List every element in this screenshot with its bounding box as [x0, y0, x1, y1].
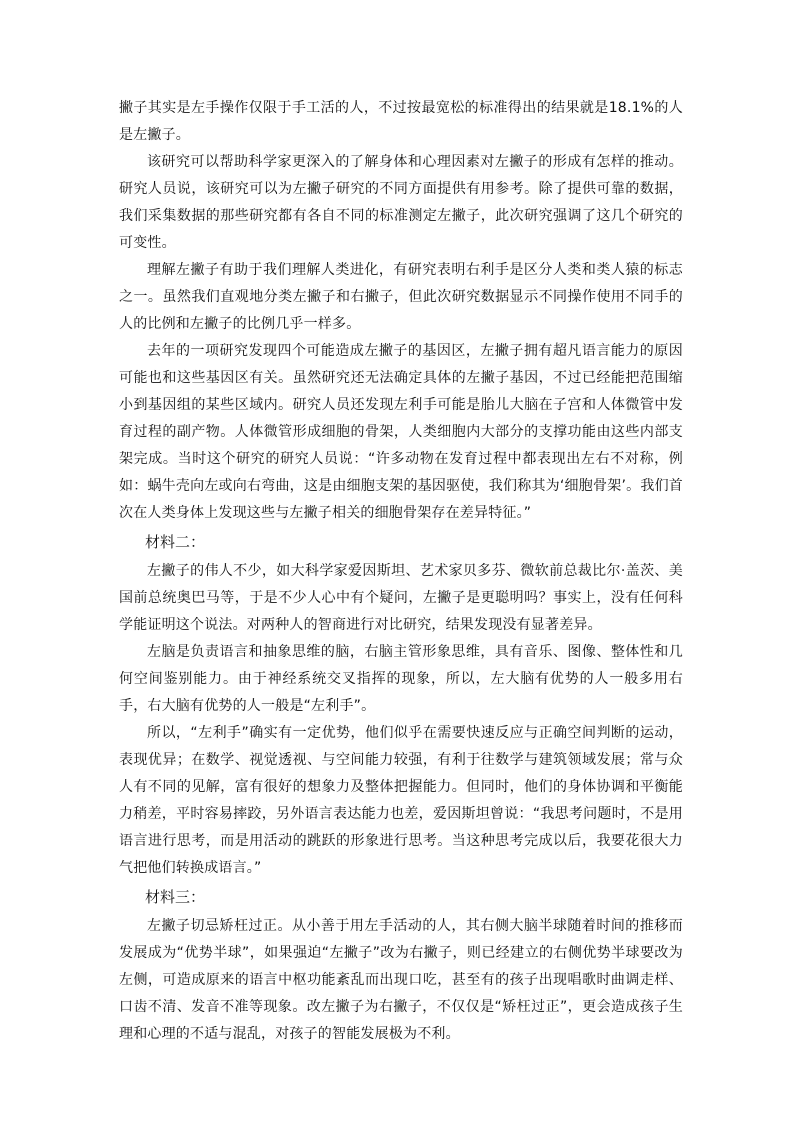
paragraph-intro-4: 去年的一项研究发现四个可能造成左撇子的基因区，左撇子拥有超凡语言能力的原因可能也和这些基因区有关。虽然研究还无法确定具体的左撇子基因，不过已经能把范围缩小到基因组的某些区域内。研究人员还发现左利手可能是胎儿大脑在子宫和人体微管中发育过程的副产物。人体微管形成细胞的骨架，人类细胞内大部分的支撑功能由这些内部支架完成。当时这个研究的研究人员说：“许多动物在发育过程中都表现出左右不对称，例如：蜗牛壳向左或向右弯曲，这是由细胞支架的基因驱使，我们称其为‘细胞骨架’。我们首次在人类身体上发现这些与左撇子相关的细胞骨架存在差异特征。”: [119, 343, 683, 521]
paragraph-intro-1: 撇子其实是左手操作仅限于手工活的人，不过按最宽松的标准得出的结果就是18.1%的人是左撇子。: [119, 100, 683, 143]
paragraph-material-2-3: 所以，“左利手”确实有一定优势，他们似乎在需要快速反应与正确空间判断的运动，表现优异；在数学、视觉透视、与空间能力较强，有利于往数学与建筑领域发展；常与众人有不同的见解，富有很好的想象力及整体把握能力。但同时，他们的身体协调和平衡能力稍差，平时容易摔跤，另外语言表达能力也差，爱因斯坦曾说：“我思考问题时，不是用语言进行思考，而是用活动的跳跃的形象进行思考。当这种思考完成以后，我要花很大力气把他们转换成语言。”: [119, 725, 683, 876]
document-body: [119, 95, 683, 1048]
paragraph-material-3-1: 左撇子切忌矫枉过正。从小善于用左手活动的人，其右侧大脑半球随着时间的推移而发展成为“优势半球”，如果强迫“左撇子”改为右撇子，则已经建立的右侧优势半球要改为左侧，可造成原来的语言中枢功能紊乱而出现口吃，甚至有的孩子出现唱歌时曲调走样、口齿不清、发音不准等现象。改左撇子为右撇子，不仅仅是“矫枉过正”，更会造成孩子生理和心理的不适与混乱，对孩子的智能发展极为不利。: [119, 918, 683, 1042]
paragraph-material-2-1: 左撇子的伟人不少，如大科学家爱因斯坦、艺术家贝多芬、微软前总裁比尔·盖茨、美国前总统奥巴马等，于是不少人心中有个疑问，左撇子是更聪明吗？事实上，没有任何科学能证明这个说法。对两种人的智商进行对比研究，结果发现没有显著差异。: [119, 563, 683, 633]
paragraph-material-2-2: 左脑是负责语言和抽象思维的脑，右脑主管形象思维，具有音乐、图像、整体性和几何空间鉴别能力。由于神经系统交叉指挥的现象，所以，左大脑有优势的人一般多用右手，右大脑有优势的人一般是“左利手”。: [119, 644, 683, 714]
paragraph-intro-2: 该研究可以帮助科学家更深入的了解身体和心理因素对左撇子的形成有怎样的推动。研究人员说，该研究可以为左撇子研究的不同方面提供有用参考。除了提供可靠的数据，我们采集数据的那些研究都有各自不同的标准测定左撇子，此次研究强调了这几个研究的可变性。: [119, 154, 683, 251]
paragraph-intro-3: 理解左撇子有助于我们理解人类进化，有研究表明右利手是区分人类和类人猿的标志之一。虽然我们直观地分类左撇子和右撇子，但此次研究数据显示不同操作使用不同手的人的比例和左撇子的比例几乎一样多。: [119, 262, 683, 332]
section-heading-material-2: 材料二：: [145, 533, 206, 551]
section-heading-material-3: 材料三：: [145, 888, 206, 906]
